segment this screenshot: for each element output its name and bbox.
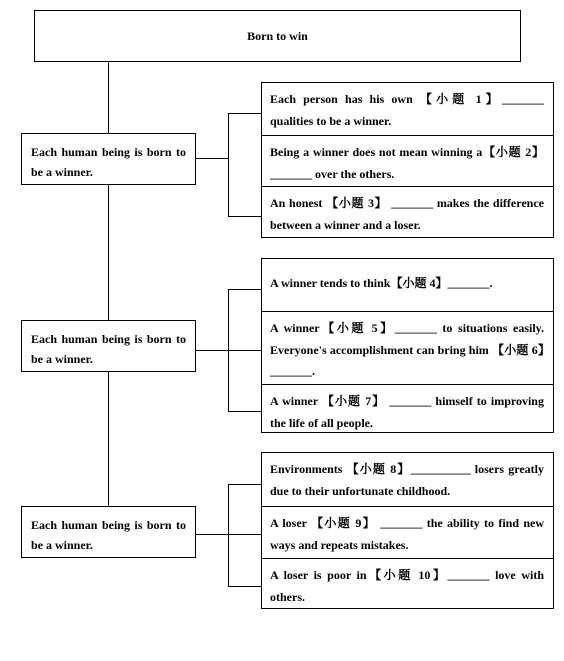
panel-1-item-2: Being a winner does not mean winning a【小题 2】 _______ over the others. xyxy=(262,135,553,186)
group-2-branch-3 xyxy=(228,411,261,412)
group-1-bracket xyxy=(228,113,229,217)
diagram-title: Born to win xyxy=(34,10,521,62)
panel-3-item-3: A loser is poor in【小题 10】_______ love with others. xyxy=(262,558,553,609)
panel-1 xyxy=(261,82,554,238)
panel-3-item-1: Environments 【小题 8】__________ losers greatly due to their unfortunate childhood. xyxy=(270,462,544,498)
group-3-branch-1 xyxy=(228,484,261,485)
panel-3-item-2: A loser 【小题 9】 _______ the ability to find new ways and repeats mistakes. xyxy=(262,506,553,558)
left-box-3: Each human being is born to be a winner. xyxy=(21,506,196,558)
group-2-bracket xyxy=(228,289,229,412)
panel-1-item-3: An honest 【小题 3】 _______ makes the difference between a winner and a loser. xyxy=(262,186,553,238)
group-1-branch-3 xyxy=(228,216,261,217)
left-box-2: Each human being is born to be a winner. xyxy=(21,320,196,372)
panel-2 xyxy=(261,258,554,433)
panel-1-item-1: Each person has his own 【小题 1】_______ qualities to be a winner. xyxy=(270,92,544,128)
panel-2-item-1: A winner tends to think【小题 4】_______. xyxy=(270,276,493,290)
group-1-branch-1 xyxy=(228,113,261,114)
panel-2-item-3: A winner 【小题 7】 _______ himself to improving the life of all people. xyxy=(262,384,553,433)
group-3-branch-3 xyxy=(228,586,261,587)
panel-3 xyxy=(261,452,554,609)
left-box-1: Each human being is born to be a winner. xyxy=(21,133,196,185)
group-1-connector xyxy=(196,158,229,159)
group-2-branch-1 xyxy=(228,289,261,290)
group-3-bracket xyxy=(228,484,229,587)
trunk-line xyxy=(108,62,109,507)
panel-2-item-2: A winner【小题 5】_______ to situations easily. Everyone's accomplishment can bring him 【小题 6】_______. xyxy=(262,311,553,384)
